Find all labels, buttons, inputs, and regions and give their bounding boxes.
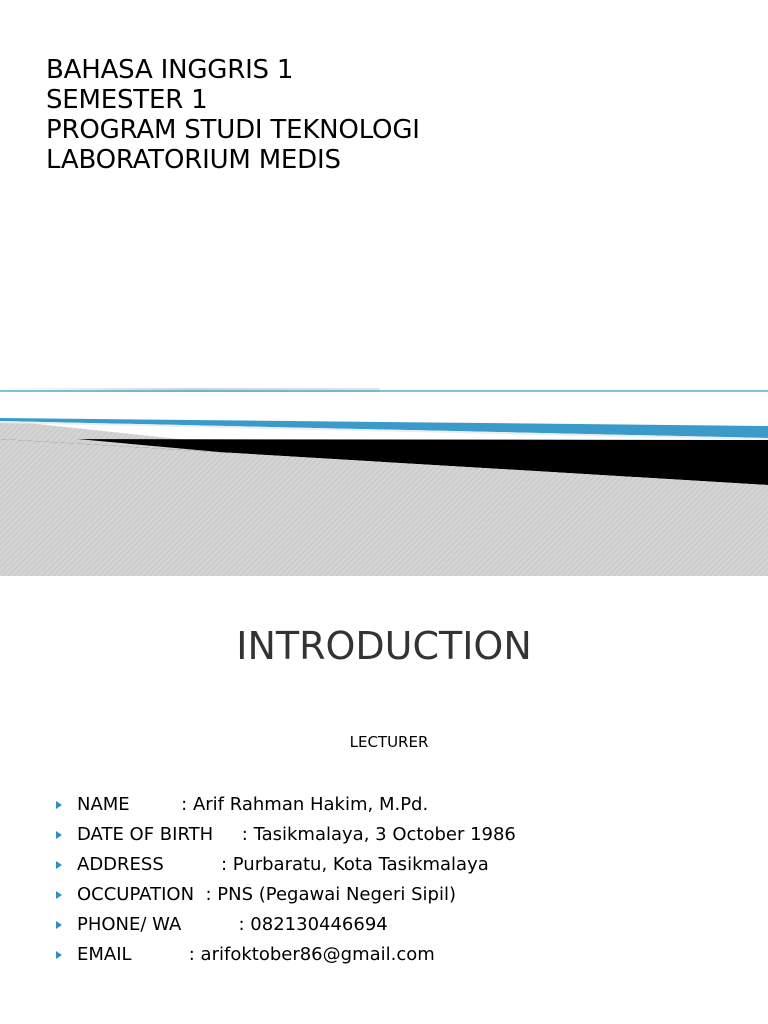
- list-item-text: DATE OF BIRTH : Tasikmalaya, 3 October 1986: [77, 824, 516, 845]
- list-item: [56, 940, 516, 970]
- list-item-text: PHONE/ WA : 082130446694: [77, 914, 388, 935]
- list-item: [56, 850, 516, 880]
- bullet-arrow-icon: [56, 921, 62, 929]
- title-line-semester: SEMESTER 1: [46, 85, 208, 115]
- list-item-text: NAME : Arif Rahman Hakim, M.Pd.: [77, 794, 429, 815]
- decorative-banner: [0, 380, 768, 576]
- lecturer-label: LECTURER: [349, 733, 429, 751]
- introduction-slide: [0, 584, 768, 1024]
- lecturer-info-list: [56, 790, 516, 970]
- list-item-text: EMAIL : arifoktober86@gmail.com: [77, 944, 435, 965]
- bullet-arrow-icon: [56, 891, 62, 899]
- title-line-department: LABORATORIUM MEDIS: [46, 145, 341, 175]
- bullet-arrow-icon: [56, 801, 62, 809]
- list-item: [56, 910, 516, 940]
- slide-heading: INTRODUCTION: [236, 624, 532, 668]
- slide-title: [46, 55, 420, 175]
- bullet-arrow-icon: [56, 951, 62, 959]
- list-item-text: OCCUPATION : PNS (Pegawai Negeri Sipil): [77, 884, 457, 905]
- bullet-arrow-icon: [56, 831, 62, 839]
- title-line-program: PROGRAM STUDI TEKNOLOGI: [46, 115, 420, 145]
- bullet-arrow-icon: [56, 861, 62, 869]
- list-item: [56, 880, 516, 910]
- title-line-course: BAHASA INGGRIS 1: [46, 55, 294, 85]
- list-item: [56, 820, 516, 850]
- list-item: [56, 790, 516, 820]
- list-item-text: ADDRESS : Purbaratu, Kota Tasikmalaya: [77, 854, 489, 875]
